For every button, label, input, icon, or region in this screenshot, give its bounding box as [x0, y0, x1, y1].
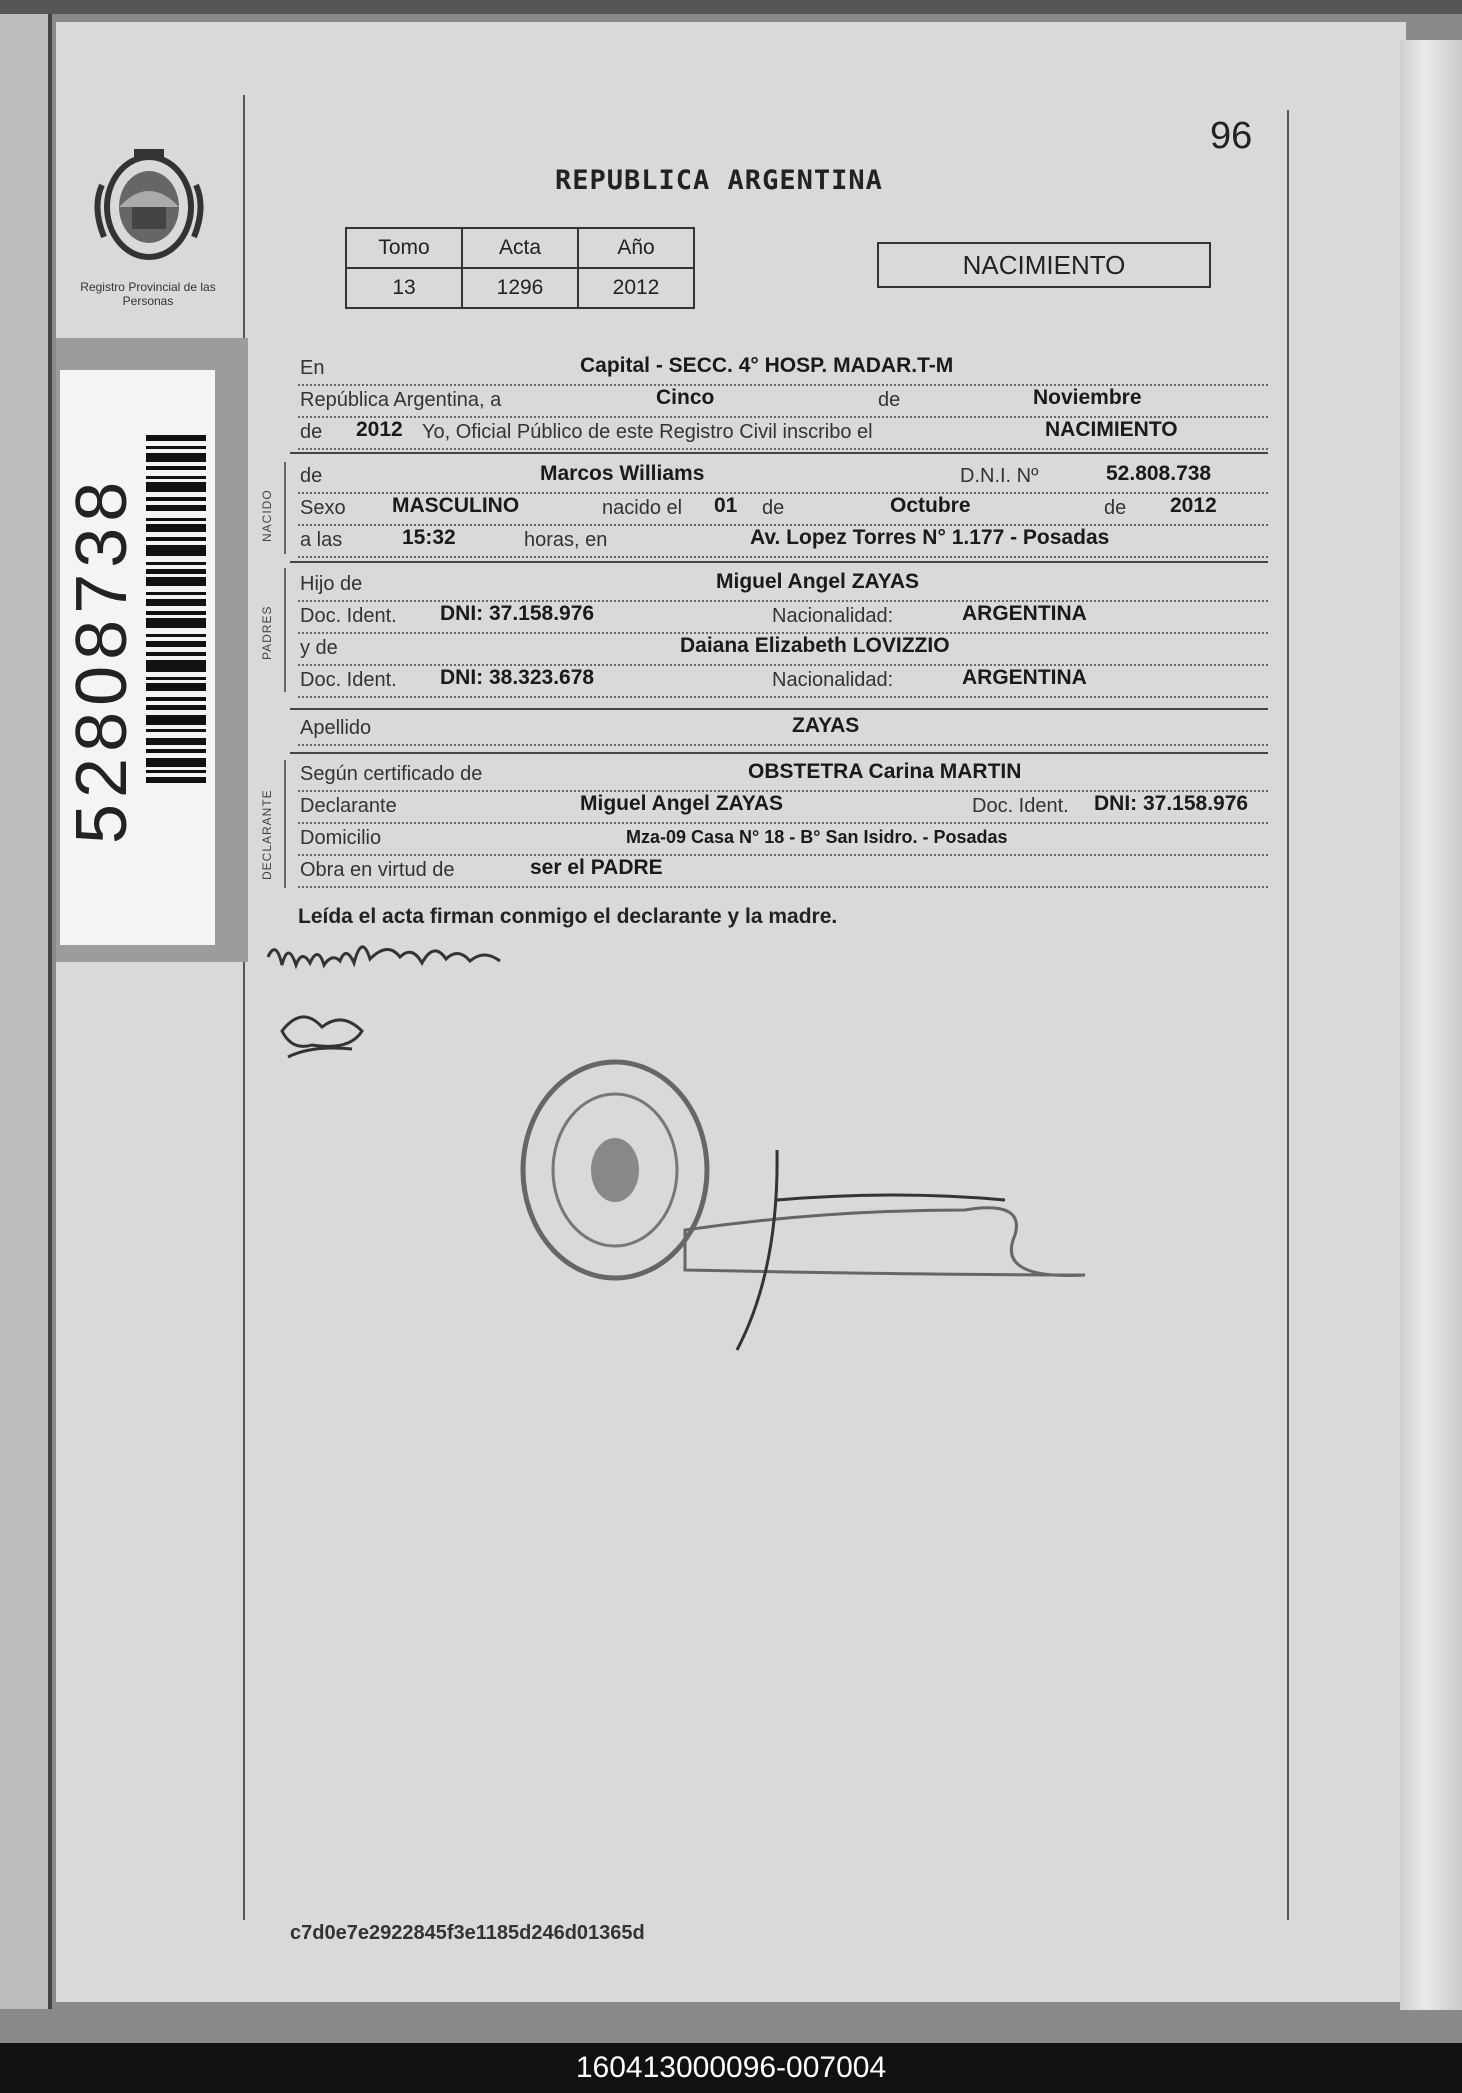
- father-nationality-value: ARGENTINA: [962, 602, 1087, 625]
- top-edge: [0, 0, 1462, 14]
- tomo-acta-ano-table: [345, 227, 695, 309]
- separator: [290, 708, 1268, 710]
- ano-header: Año: [578, 228, 694, 268]
- birthplace-value: Av. Lopez Torres N° 1.177 - Posadas: [750, 526, 1110, 549]
- barcode-icon: [146, 435, 206, 860]
- declarant-row: [298, 790, 1268, 824]
- apellido-label: Apellido: [300, 717, 372, 739]
- declarant-name-value: Miguel Angel ZAYAS: [580, 792, 784, 815]
- yde-label: y de: [300, 637, 338, 659]
- address-value: Mza-09 Casa N° 18 - B° San Isidro. - Posadas: [626, 827, 1008, 847]
- birth-month-value: Octubre: [890, 494, 971, 517]
- dni-label: D.N.I. Nº: [960, 465, 1039, 487]
- name-row: [298, 460, 1268, 494]
- address-row: [298, 822, 1268, 856]
- alas-label: a las: [300, 529, 343, 551]
- surname-value: ZAYAS: [792, 714, 860, 737]
- nacido-label: nacido el: [602, 497, 683, 519]
- year-value: 2012: [356, 418, 403, 441]
- virtue-value: ser el PADRE: [530, 856, 663, 879]
- section-bracket: [284, 568, 286, 692]
- right-margin-line: [1287, 110, 1289, 1920]
- dni-value: 52.808.738: [1106, 462, 1212, 485]
- father-dni-value: DNI: 37.158.976: [440, 602, 595, 625]
- right-page-edge: [1400, 40, 1462, 2010]
- mother-dni-value: DNI: 38.323.678: [440, 666, 595, 689]
- barcode-number: 52808738: [62, 475, 142, 845]
- time-value: 15:32: [402, 526, 456, 549]
- de-label: de: [300, 465, 323, 487]
- nacionalidad-label: Nacionalidad:: [772, 605, 894, 627]
- declarant-signature-icon: [262, 935, 522, 1095]
- official-stamp-icon: [505, 1030, 1085, 1360]
- de-label: de: [1104, 497, 1127, 519]
- acta-value: 1296: [462, 268, 578, 308]
- obra-label: Obra en virtud de: [300, 859, 455, 881]
- separator: [290, 452, 1268, 454]
- virtue-row: [298, 854, 1268, 888]
- provincial-seal-icon: [92, 145, 207, 275]
- padres-section-label: PADRES: [260, 605, 274, 660]
- acta-header: Acta: [462, 228, 578, 268]
- ano-value: 2012: [578, 268, 694, 308]
- en-value: Capital - SECC. 4° HOSP. MADAR.T-M: [580, 354, 954, 377]
- name-value: Marcos Williams: [540, 462, 705, 485]
- record-type-box: NACIMIENTO: [877, 242, 1211, 288]
- hijo-label: Hijo de: [300, 573, 363, 595]
- father-doc-row: [298, 600, 1268, 634]
- doc-ident-label: Doc. Ident.: [300, 669, 397, 691]
- document-hash: c7d0e7e2922845f3e1185d246d01365d: [290, 1922, 645, 1944]
- day-value: Cinco: [656, 386, 715, 409]
- en-label: En: [300, 357, 325, 379]
- nacionalidad-label: Nacionalidad:: [772, 669, 894, 691]
- tomo-value: 13: [346, 268, 462, 308]
- footer-id: 160413000096-007004: [0, 2043, 1462, 2093]
- mother-doc-row: [298, 664, 1268, 698]
- certificate-value: OBSTETRA Carina MARTIN: [748, 760, 1022, 783]
- sexo-value: MASCULINO: [392, 494, 520, 517]
- date-row: [298, 384, 1268, 418]
- republica-label: República Argentina, a: [300, 389, 502, 411]
- certificado-label: Según certificado de: [300, 763, 483, 785]
- registry-label: Registro Provincial de las Personas: [80, 280, 216, 308]
- de-label: de: [300, 421, 323, 443]
- nacido-section-label: NACIDO: [260, 489, 274, 542]
- section-bracket: [284, 760, 286, 888]
- mother-name-value: Daiana Elizabeth LOVIZZIO: [680, 634, 950, 657]
- inscribo-value: NACIMIENTO: [1045, 418, 1178, 441]
- doc-ident-label: Doc. Ident.: [972, 795, 1069, 817]
- de-label: de: [762, 497, 785, 519]
- separator: [290, 752, 1268, 754]
- mother-nationality-value: ARGENTINA: [962, 666, 1087, 689]
- horas-label: horas, en: [524, 529, 608, 551]
- closing-statement: Leída el acta firman conmigo el declarante y la madre.: [298, 905, 838, 928]
- birth-day-value: 01: [714, 494, 738, 517]
- sex-row: [298, 492, 1268, 526]
- domicilio-label: Domicilio: [300, 827, 382, 849]
- time-row: [298, 524, 1268, 558]
- month-value: Noviembre: [1033, 386, 1142, 409]
- mother-row: [298, 632, 1268, 666]
- year-row: [298, 416, 1268, 450]
- separator: [290, 561, 1268, 563]
- sexo-label: Sexo: [300, 497, 346, 519]
- document-page: [56, 22, 1406, 2002]
- declarante-label: Declarante: [300, 795, 397, 817]
- father-name-value: Miguel Angel ZAYAS: [716, 570, 920, 593]
- left-page-edge: [0, 14, 52, 2009]
- doc-ident-label: Doc. Ident.: [300, 605, 397, 627]
- declarante-section-label: DECLARANTE: [260, 789, 274, 880]
- tomo-header: Tomo: [346, 228, 462, 268]
- father-row: [298, 568, 1268, 602]
- de-label: de: [878, 389, 901, 411]
- birth-year-value: 2012: [1170, 494, 1217, 517]
- place-row: [298, 352, 1268, 386]
- page-number: 96: [1210, 115, 1253, 157]
- declarant-dni-value: DNI: 37.158.976: [1094, 792, 1249, 815]
- surname-row: [298, 712, 1268, 746]
- country-heading: REPUBLICA ARGENTINA: [555, 165, 883, 196]
- certificate-row: [298, 758, 1268, 792]
- section-bracket: [284, 462, 286, 554]
- inscribo-label: Yo, Oficial Público de este Registro Civil inscribo el: [422, 421, 873, 443]
